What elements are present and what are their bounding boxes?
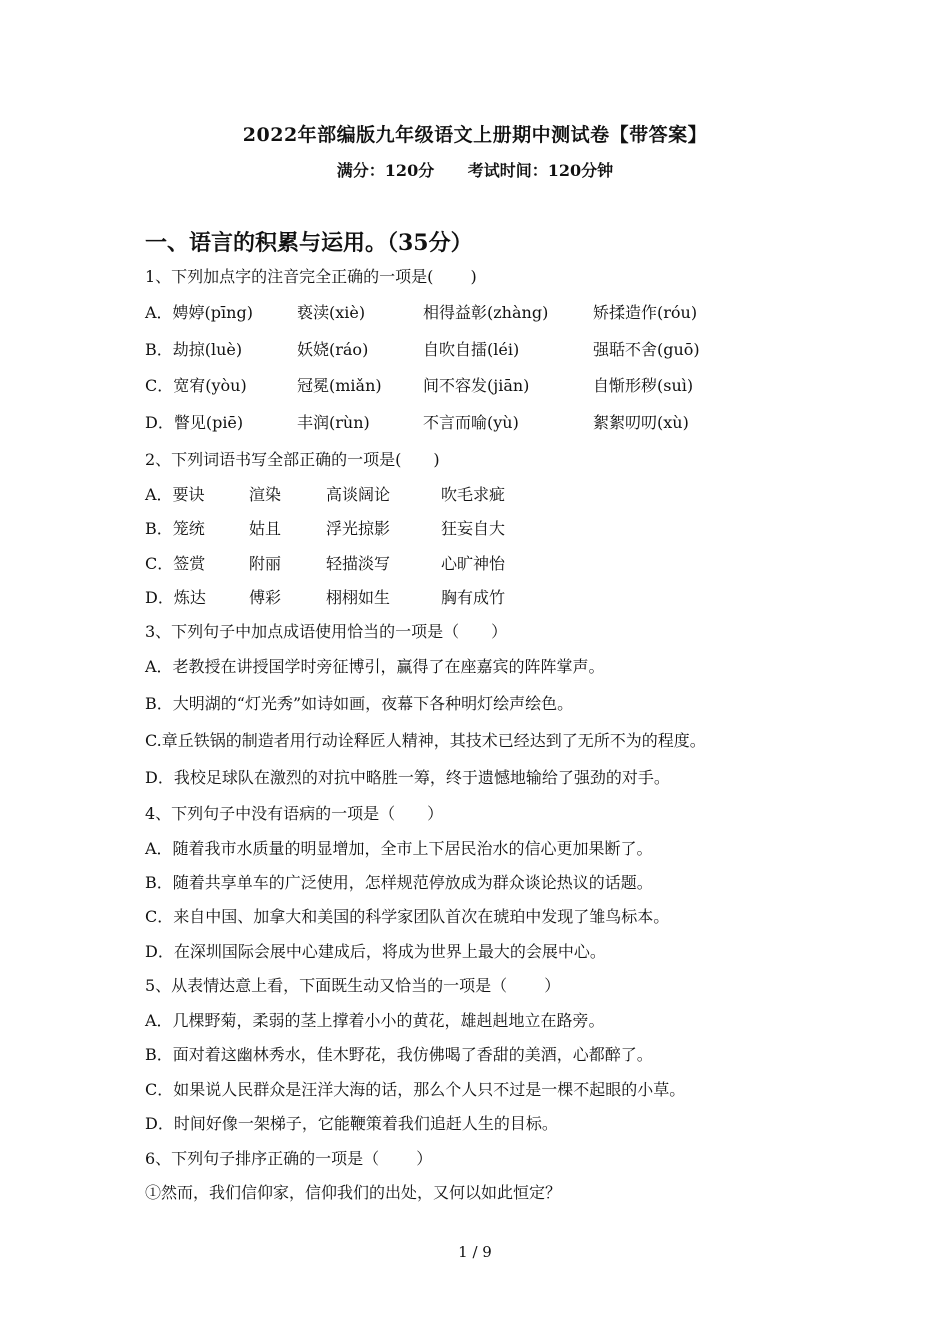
option-cell: 间不容发(jiān)	[423, 376, 530, 395]
option-cell: 姑且	[249, 519, 282, 538]
option-line: B．面对着这幽林秀水，佳木野花，我仿佛喝了香甜的美酒，心都醉了。	[145, 1045, 653, 1064]
option-cell: 妖娆(ráo)	[297, 340, 369, 359]
option-cell: 渲染	[249, 485, 282, 504]
option-cell: 心旷神怡	[441, 554, 506, 573]
option-line: A．老教授在讲授国学时旁征博引，赢得了在座嘉宾的阵阵掌声。	[145, 657, 605, 676]
question-stem: 6、下列句子排序正确的一项是（ ）	[145, 1149, 433, 1168]
option-line: A．几棵野菊，柔弱的茎上撑着小小的黄花，雄赳赳地立在路旁。	[145, 1011, 605, 1030]
question-stem: 1、下列加点字的注音完全正确的一项是( )	[145, 267, 477, 286]
option-cell: 栩栩如生	[326, 588, 391, 607]
option-line: D．时间好像一架梯子，它能鞭策着我们追赶人生的目标。	[145, 1114, 558, 1133]
option-cell: B．劫掠(luè)	[145, 340, 243, 359]
option-cell: 附丽	[249, 554, 282, 573]
section-heading: 一、语言的积累与运用。（35分）	[145, 230, 473, 256]
option-cell: 轻描淡写	[326, 554, 391, 573]
option-cell: 傅彩	[249, 588, 282, 607]
question-stem: 2、下列词语书写全部正确的一项是( )	[145, 450, 440, 469]
option-cell: 自惭形秽(suì)	[593, 376, 694, 395]
option-cell: 狂妄自大	[441, 519, 506, 538]
option-cell: 亵渎(xiè)	[297, 303, 366, 322]
option-cell: 相得益彰(zhàng)	[423, 303, 549, 322]
option-cell: D．瞥见(piē)	[145, 413, 244, 432]
option-line: B．大明湖的“灯光秀”如诗如画，夜幕下各种明灯绘声绘色。	[145, 694, 574, 713]
question-stem: 3、下列句子中加点成语使用恰当的一项是（ ）	[145, 622, 508, 641]
option-cell: 浮光掠影	[326, 519, 391, 538]
option-line: A．随着我市水质量的明显增加，全市上下居民治水的信心更加果断了。	[145, 839, 653, 858]
option-cell: 自吹自擂(léi)	[423, 340, 520, 359]
option-cell: 絮絮叨叨(xù)	[593, 413, 689, 432]
page-number: 1 / 9	[458, 1243, 492, 1261]
question-stem: 5、从表情达意上看，下面既生动又恰当的一项是（ ）	[145, 976, 561, 995]
option-line: C．如果说人民群众是汪洋大海的话，那么个人只不过是一棵不起眼的小草。	[145, 1080, 686, 1099]
option-cell: A．娉婷(pīng)	[145, 303, 253, 322]
option-line: B．随着共享单车的广泛使用，怎样规范停放成为群众谈论热议的话题。	[145, 873, 653, 892]
option-line: D．我校足球队在激烈的对抗中略胜一筹，终于遗憾地输给了强劲的对手。	[145, 768, 670, 787]
option-cell: C．宽宥(yòu)	[145, 376, 247, 395]
question-stem: 4、下列句子中没有语病的一项是（ ）	[145, 804, 444, 823]
option-cell: 丰润(rùn)	[297, 413, 370, 432]
option-cell: 矫揉造作(róu)	[593, 303, 698, 322]
option-cell: 冠冕(miǎn)	[297, 376, 382, 395]
exam-info	[0, 158, 950, 181]
option-cell: 吹毛求疵	[441, 485, 506, 504]
option-cell: A．要诀	[145, 485, 205, 504]
option-cell: B．笼统	[145, 519, 205, 538]
full-score: 满分：120分	[336, 161, 435, 180]
option-cell: 不言而喻(yù)	[423, 413, 519, 432]
option-cell: 高谈阔论	[326, 485, 391, 504]
option-cell: 胸有成竹	[441, 588, 506, 607]
exam-time: 考试时间：120分钟	[467, 161, 614, 180]
document-title: 2022年部编版九年级语文上册期中测试卷【带答案】	[242, 124, 708, 146]
option-line: C．来自中国、加拿大和美国的科学家团队首次在琥珀中发现了雏鸟标本。	[145, 907, 670, 926]
sentence-line: ①然而，我们信仰家，信仰我们的出处，又何以如此恒定？	[145, 1183, 562, 1202]
option-line: C.章丘铁锅的制造者用行动诠释匠人精神，其技术已经达到了无所不为的程度。	[145, 731, 706, 750]
option-cell: D．炼达	[145, 588, 206, 607]
option-line: D．在深圳国际会展中心建成后，将成为世界上最大的会展中心。	[145, 942, 606, 961]
option-cell: 强聒不舍(guō)	[593, 340, 700, 359]
option-cell: C．签赏	[145, 554, 206, 573]
